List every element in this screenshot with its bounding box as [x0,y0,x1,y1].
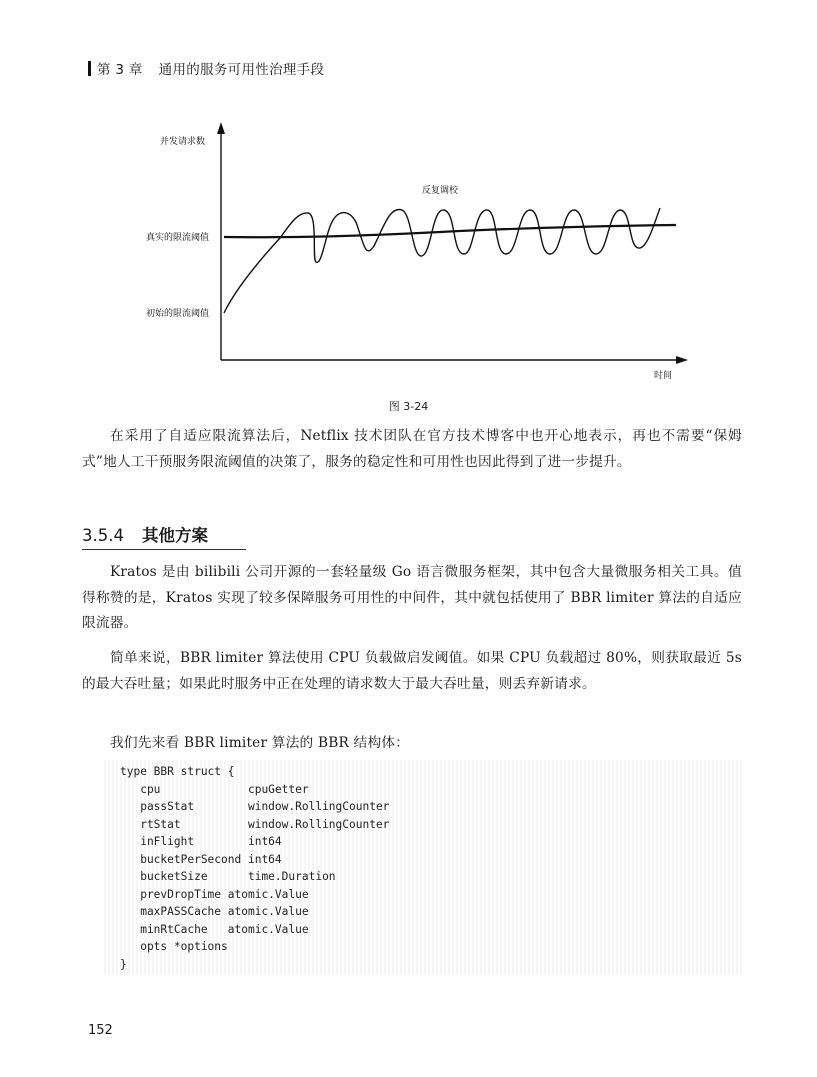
figure-diagram [140,120,700,390]
header-bar [88,61,91,76]
running-header [88,58,324,78]
real-threshold-label: 真实的限流阈值 [146,233,210,243]
x-axis-label: 时间 [654,371,673,381]
chapter-title: 通用的服务可用性治理手段 [158,62,325,78]
x-axis-arrow [676,356,688,364]
paragraph-bbr-summary: 简单来说，BBR limiter 算法使用 CPU 负载做启发阈值。如果 CPU 负载超过 80%，则获取最近 5s 的最大吞吐量；如果此时服务中正在处理的请求数大于最大吞吐量，则丢弃新请求。 [82,650,742,692]
adaptive-threshold-curve [224,208,660,313]
section-title: 其他方案 [141,526,208,545]
annotation-label: 反复调校 [422,186,459,196]
chapter-number: 第 3 章 [97,62,143,78]
section-heading [82,522,246,550]
page-number: 152 [88,1023,113,1038]
figure-caption: 图 3-24 [388,400,429,413]
paragraph-kratos: Kratos 是由 bilibili 公司开源的一套轻量级 Go 语言微服务框架，其中包含大量微服务相关工具。值得称赞的是，Kratos 实现了较多保障服务可用性的中间件，其中就包括使用了 BBR limiter 算法的自适应限流器。 [82,564,742,631]
y-axis-arrow [217,122,225,134]
code-text: type BBR struct { cpu cpuGetter passStat window.RollingCounter rtStat window.RollingCounter inFlight int64 bucketPerSecond int64 bucketSize time.Duration prevDropTime atomic.Value maxPASSCache atomic.Value minRtCache atomic.Value opts *options } [120,765,390,971]
paragraph-netflix: 在采用了自适应限流算法后，Netflix 技术团队在官方技术博客中也开心地表示，再也不需要“保姆式”地人工干预服务限流阈值的决策了，服务的稳定性和可用性也因此得到了进一步提升。 [82,428,742,470]
figure-3-24 [140,120,700,390]
section-number: 3.5.4 [82,526,124,545]
code-block [104,760,744,975]
paragraph-bbr-intro: 我们先来看 BBR limiter 算法的 BBR 结构体： [110,735,410,751]
y-axis-label: 并发请求数 [160,137,206,147]
initial-threshold-label: 初始的限流阈值 [146,309,210,319]
